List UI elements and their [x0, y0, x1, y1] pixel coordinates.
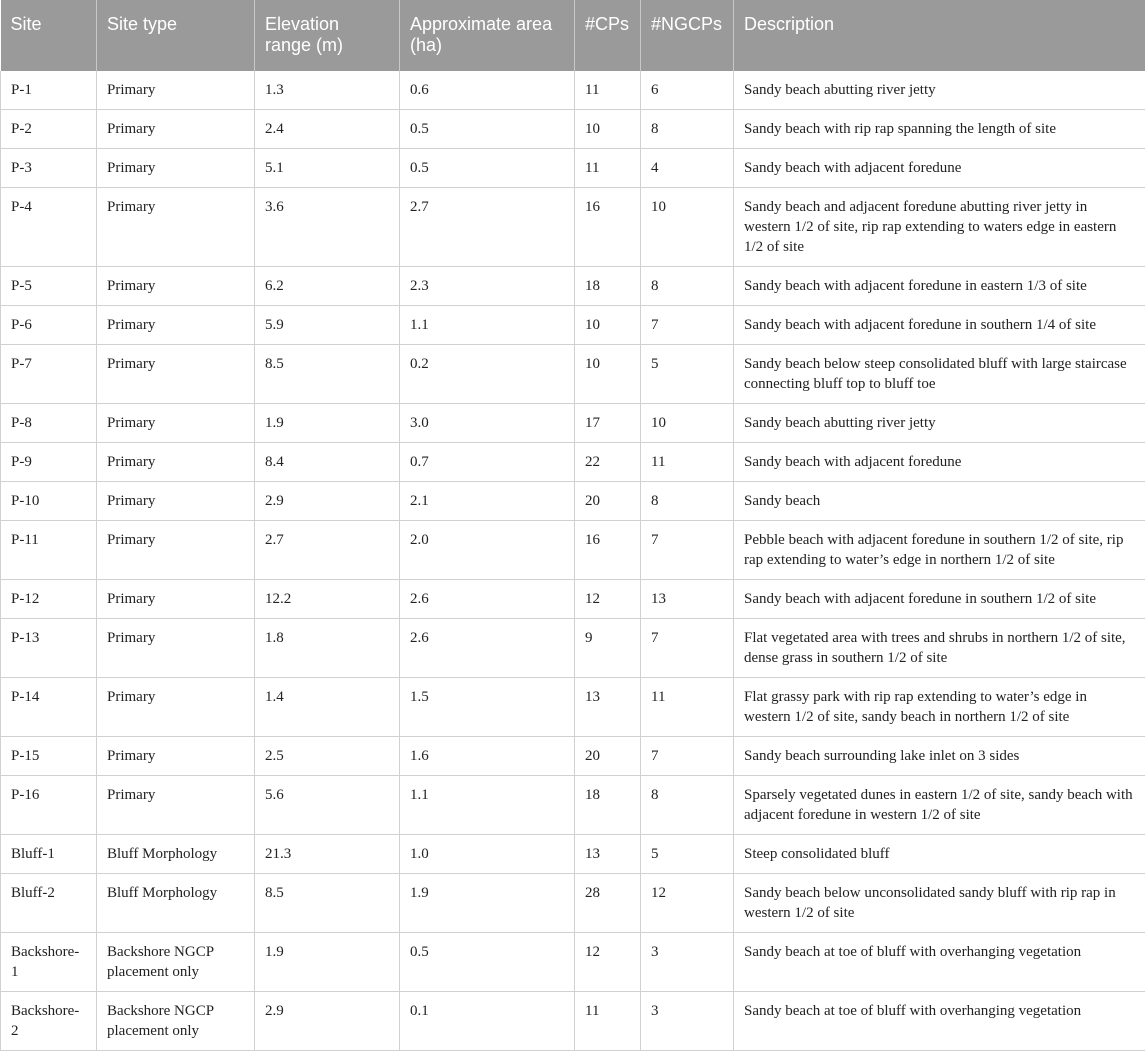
- cell-elevation: 8.4: [255, 443, 400, 482]
- cell-description: Sandy beach: [734, 482, 1145, 521]
- cell-description: Sandy beach with adjacent foredune in southern 1/2 of site: [734, 580, 1145, 619]
- cell-description: Sandy beach and adjacent foredune abutting river jetty in western 1/2 of site, rip rap extending to waters edge in eastern 1/2 of site: [734, 188, 1145, 267]
- cell-area: 0.7: [400, 443, 575, 482]
- cell-site-type: Primary: [97, 149, 255, 188]
- cell-ngcps: 8: [641, 110, 734, 149]
- cell-ngcps: 3: [641, 992, 734, 1051]
- cell-site-type: Backshore NGCP placement only: [97, 992, 255, 1051]
- cell-area: 2.6: [400, 619, 575, 678]
- table-row: [1, 188, 1145, 267]
- cell-area: 2.0: [400, 521, 575, 580]
- cell-site: P-10: [1, 482, 97, 521]
- cell-ngcps: 4: [641, 149, 734, 188]
- cell-site: P-16: [1, 776, 97, 835]
- cell-ngcps: 12: [641, 874, 734, 933]
- cell-elevation: 5.6: [255, 776, 400, 835]
- cell-cps: 20: [575, 482, 641, 521]
- cell-description: Sandy beach at toe of bluff with overhanging vegetation: [734, 992, 1145, 1051]
- cell-cps: 11: [575, 149, 641, 188]
- cell-area: 0.5: [400, 110, 575, 149]
- cell-area: 2.6: [400, 580, 575, 619]
- table-header-row: [1, 0, 1145, 71]
- cell-description: Sandy beach surrounding lake inlet on 3 sides: [734, 737, 1145, 776]
- cell-site-type: Primary: [97, 619, 255, 678]
- cell-site: P-15: [1, 737, 97, 776]
- cell-area: 0.2: [400, 345, 575, 404]
- header-cps: #CPs: [575, 0, 641, 71]
- cell-cps: 16: [575, 521, 641, 580]
- header-site: Site: [1, 0, 97, 71]
- cell-elevation: 5.1: [255, 149, 400, 188]
- cell-elevation: 1.9: [255, 933, 400, 992]
- table-row: [1, 835, 1145, 874]
- cell-description: Sandy beach with adjacent foredune in southern 1/4 of site: [734, 306, 1145, 345]
- cell-site-type: Primary: [97, 267, 255, 306]
- cell-description: Sandy beach with adjacent foredune: [734, 443, 1145, 482]
- cell-elevation: 1.3: [255, 71, 400, 110]
- cell-site: P-5: [1, 267, 97, 306]
- cell-ngcps: 10: [641, 188, 734, 267]
- cell-ngcps: 8: [641, 267, 734, 306]
- cell-site: Backshore-2: [1, 992, 97, 1051]
- table-row: [1, 482, 1145, 521]
- table-row: [1, 404, 1145, 443]
- cell-description: Pebble beach with adjacent foredune in southern 1/2 of site, rip rap extending to water’s edge in northern 1/2 of site: [734, 521, 1145, 580]
- table-row: [1, 776, 1145, 835]
- cell-ngcps: 7: [641, 737, 734, 776]
- cell-description: Sandy beach with rip rap spanning the length of site: [734, 110, 1145, 149]
- table-row: [1, 110, 1145, 149]
- cell-site: P-12: [1, 580, 97, 619]
- cell-cps: 13: [575, 678, 641, 737]
- cell-ngcps: 5: [641, 345, 734, 404]
- cell-ngcps: 8: [641, 776, 734, 835]
- cell-description: Sandy beach below unconsolidated sandy bluff with rip rap in western 1/2 of site: [734, 874, 1145, 933]
- cell-elevation: 6.2: [255, 267, 400, 306]
- cell-site: P-6: [1, 306, 97, 345]
- cell-area: 2.3: [400, 267, 575, 306]
- cell-site: P-11: [1, 521, 97, 580]
- cell-area: 1.9: [400, 874, 575, 933]
- cell-cps: 28: [575, 874, 641, 933]
- cell-area: 1.1: [400, 306, 575, 345]
- table-row: [1, 619, 1145, 678]
- table-row: [1, 992, 1145, 1051]
- cell-ngcps: 6: [641, 71, 734, 110]
- header-approximate-area: Approximate area (ha): [400, 0, 575, 71]
- cell-cps: 10: [575, 110, 641, 149]
- cell-cps: 12: [575, 933, 641, 992]
- cell-ngcps: 7: [641, 306, 734, 345]
- cell-description: Sandy beach with adjacent foredune in eastern 1/3 of site: [734, 267, 1145, 306]
- cell-area: 0.6: [400, 71, 575, 110]
- cell-site-type: Primary: [97, 580, 255, 619]
- table-row: [1, 345, 1145, 404]
- cell-cps: 10: [575, 306, 641, 345]
- table-row: [1, 443, 1145, 482]
- cell-ngcps: 13: [641, 580, 734, 619]
- cell-area: 0.5: [400, 149, 575, 188]
- cell-description: Sandy beach at toe of bluff with overhanging vegetation: [734, 933, 1145, 992]
- cell-area: 1.1: [400, 776, 575, 835]
- cell-area: 2.1: [400, 482, 575, 521]
- cell-area: 0.5: [400, 933, 575, 992]
- cell-elevation: 12.2: [255, 580, 400, 619]
- cell-ngcps: 5: [641, 835, 734, 874]
- cell-elevation: 21.3: [255, 835, 400, 874]
- cell-cps: 13: [575, 835, 641, 874]
- table-row: [1, 306, 1145, 345]
- cell-cps: 18: [575, 267, 641, 306]
- cell-site-type: Primary: [97, 404, 255, 443]
- cell-description: Flat vegetated area with trees and shrubs in northern 1/2 of site, dense grass in southern 1/2 of site: [734, 619, 1145, 678]
- cell-site-type: Backshore NGCP placement only: [97, 933, 255, 992]
- cell-elevation: 2.7: [255, 521, 400, 580]
- cell-cps: 16: [575, 188, 641, 267]
- cell-description: Sandy beach with adjacent foredune: [734, 149, 1145, 188]
- cell-site: P-7: [1, 345, 97, 404]
- cell-ngcps: 7: [641, 619, 734, 678]
- cell-ngcps: 8: [641, 482, 734, 521]
- cell-elevation: 8.5: [255, 345, 400, 404]
- header-ngcps: #NGCPs: [641, 0, 734, 71]
- cell-site: P-14: [1, 678, 97, 737]
- cell-elevation: 1.4: [255, 678, 400, 737]
- cell-area: 3.0: [400, 404, 575, 443]
- cell-elevation: 2.4: [255, 110, 400, 149]
- cell-description: Steep consolidated bluff: [734, 835, 1145, 874]
- cell-site-type: Primary: [97, 776, 255, 835]
- cell-elevation: 5.9: [255, 306, 400, 345]
- cell-site: P-1: [1, 71, 97, 110]
- cell-cps: 11: [575, 71, 641, 110]
- cell-site-type: Primary: [97, 521, 255, 580]
- header-description: Description: [734, 0, 1145, 71]
- cell-site: Bluff-2: [1, 874, 97, 933]
- cell-cps: 11: [575, 992, 641, 1051]
- cell-area: 2.7: [400, 188, 575, 267]
- cell-area: 1.5: [400, 678, 575, 737]
- cell-cps: 9: [575, 619, 641, 678]
- cell-ngcps: 10: [641, 404, 734, 443]
- cell-site: Bluff-1: [1, 835, 97, 874]
- cell-elevation: 8.5: [255, 874, 400, 933]
- cell-elevation: 2.9: [255, 992, 400, 1051]
- cell-area: 1.0: [400, 835, 575, 874]
- cell-elevation: 1.9: [255, 404, 400, 443]
- cell-elevation: 2.9: [255, 482, 400, 521]
- cell-site-type: Primary: [97, 482, 255, 521]
- header-site-type: Site type: [97, 0, 255, 71]
- cell-site-type: Primary: [97, 71, 255, 110]
- cell-cps: 10: [575, 345, 641, 404]
- cell-site: P-13: [1, 619, 97, 678]
- cell-cps: 22: [575, 443, 641, 482]
- cell-site-type: Primary: [97, 345, 255, 404]
- table-row: [1, 71, 1145, 110]
- cell-site: Backshore-1: [1, 933, 97, 992]
- cell-site: P-9: [1, 443, 97, 482]
- cell-site-type: Bluff Morphology: [97, 835, 255, 874]
- cell-site-type: Primary: [97, 306, 255, 345]
- cell-description: Sparsely vegetated dunes in eastern 1/2 of site, sandy beach with adjacent foredune in western 1/2 of site: [734, 776, 1145, 835]
- table-row: [1, 737, 1145, 776]
- cell-cps: 18: [575, 776, 641, 835]
- cell-ngcps: 7: [641, 521, 734, 580]
- cell-description: Sandy beach below steep consolidated bluff with large staircase connecting bluff top to bluff toe: [734, 345, 1145, 404]
- cell-site-type: Primary: [97, 737, 255, 776]
- cell-cps: 12: [575, 580, 641, 619]
- cell-area: 1.6: [400, 737, 575, 776]
- cell-description: Flat grassy park with rip rap extending to water’s edge in western 1/2 of site, sandy beach in northern 1/2 of site: [734, 678, 1145, 737]
- cell-area: 0.1: [400, 992, 575, 1051]
- cell-site: P-8: [1, 404, 97, 443]
- cell-elevation: 1.8: [255, 619, 400, 678]
- table-row: [1, 580, 1145, 619]
- table-row: [1, 267, 1145, 306]
- table-row: [1, 149, 1145, 188]
- cell-site-type: Primary: [97, 110, 255, 149]
- header-elevation-range: Elevation range (m): [255, 0, 400, 71]
- cell-site: P-4: [1, 188, 97, 267]
- cell-description: Sandy beach abutting river jetty: [734, 71, 1145, 110]
- cell-site: P-2: [1, 110, 97, 149]
- cell-ngcps: 3: [641, 933, 734, 992]
- cell-cps: 20: [575, 737, 641, 776]
- table-row: [1, 874, 1145, 933]
- table-row: [1, 678, 1145, 737]
- cell-cps: 17: [575, 404, 641, 443]
- cell-description: Sandy beach abutting river jetty: [734, 404, 1145, 443]
- table-row: [1, 933, 1145, 992]
- cell-site: P-3: [1, 149, 97, 188]
- cell-site-type: Primary: [97, 188, 255, 267]
- cell-site-type: Primary: [97, 678, 255, 737]
- cell-ngcps: 11: [641, 443, 734, 482]
- cell-elevation: 3.6: [255, 188, 400, 267]
- cell-elevation: 2.5: [255, 737, 400, 776]
- cell-site-type: Bluff Morphology: [97, 874, 255, 933]
- cell-site-type: Primary: [97, 443, 255, 482]
- cell-ngcps: 11: [641, 678, 734, 737]
- table-row: [1, 521, 1145, 580]
